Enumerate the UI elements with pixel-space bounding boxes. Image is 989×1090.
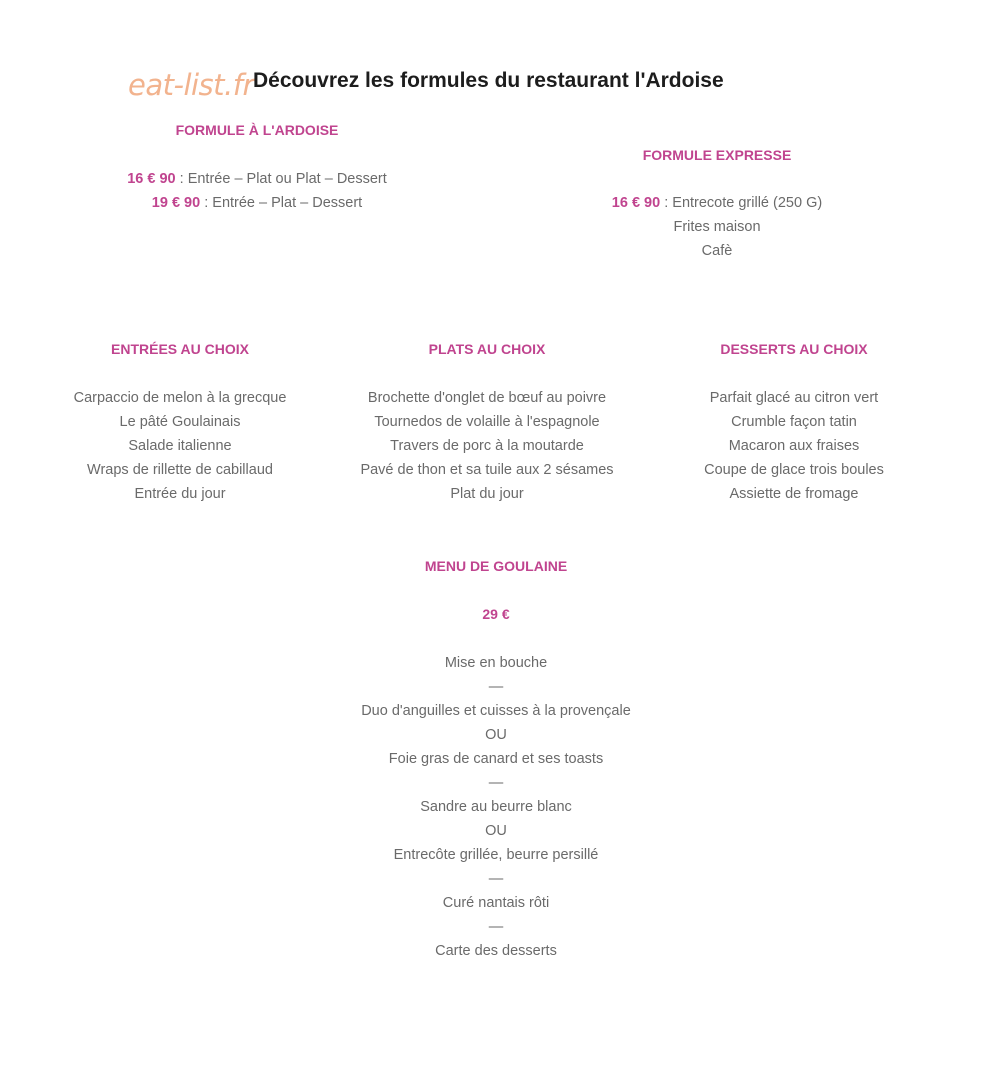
plats-heading: PLATS AU CHOIX [428, 341, 546, 357]
list-item: Entrée du jour [134, 486, 226, 502]
list-item: Pavé de thon et sa tuile aux 2 sésames [360, 462, 614, 478]
entrees-heading: ENTRÉES AU CHOIX [111, 341, 249, 357]
price: 16 € 90 [127, 171, 176, 187]
course-line: Carte des desserts [435, 943, 557, 959]
course-line: Sandre au beurre blanc [420, 799, 572, 815]
list-item: Assiette de fromage [729, 486, 859, 502]
formule-ardoise-line-1 [107, 167, 407, 191]
course-line: Foie gras de canard et ses toasts [388, 751, 604, 767]
list-item: Parfait glacé au citron vert [709, 390, 879, 406]
course-or: OU [485, 823, 507, 839]
page-title: Découvrez les formules du restaurant l'Ardoise [253, 69, 724, 92]
desserts-list [644, 386, 944, 506]
list-item: Le pâté Goulainais [119, 414, 241, 430]
course-separator: — [488, 919, 504, 935]
formule-description: : Entrée – Plat – Dessert [200, 195, 363, 211]
formule-ardoise-line-2 [107, 191, 407, 215]
menu-goulaine-courses [346, 651, 646, 963]
watermark-logo: eat-list.fr [128, 68, 254, 102]
list-item: Macaron aux fraises [728, 438, 860, 454]
menu-goulaine-heading: MENU DE GOULAINE [424, 558, 568, 574]
formule-expresse-extra: Cafè [701, 243, 733, 259]
list-item: Brochette d'onglet de bœuf au poivre [367, 390, 607, 406]
plats-list [337, 386, 637, 506]
course-separator: — [488, 871, 504, 887]
list-item: Carpaccio de melon à la grecque [73, 390, 287, 406]
entrees-list [30, 386, 330, 506]
formule-expresse-line [567, 191, 867, 215]
formule-expresse-heading: FORMULE EXPRESSE [642, 147, 792, 163]
desserts-heading: DESSERTS AU CHOIX [720, 341, 868, 357]
course-or: OU [485, 727, 507, 743]
list-item: Crumble façon tatin [731, 414, 857, 430]
plats-column [337, 341, 637, 506]
entrees-column [30, 341, 330, 506]
list-item: Tournedos de volaille à l'espagnole [374, 414, 600, 430]
formule-description: : Entrecote grillé (250 G) [660, 195, 823, 211]
list-item: Travers de porc à la moutarde [390, 438, 584, 454]
menu-goulaine-section [346, 558, 646, 963]
formule-expresse-extra: Frites maison [673, 219, 761, 235]
course-separator: — [488, 679, 504, 695]
price: 16 € 90 [611, 195, 661, 211]
course-line: Duo d'anguilles et cuisses à la provençale [361, 703, 631, 719]
list-item: Plat du jour [450, 486, 524, 502]
list-item: Coupe de glace trois boules [704, 462, 884, 478]
list-item: Salade italienne [128, 438, 232, 454]
list-item: Wraps de rillette de cabillaud [87, 462, 273, 478]
formule-ardoise-heading: FORMULE À L'ARDOISE [175, 122, 339, 138]
price: 19 € 90 [151, 195, 201, 211]
course-line: Curé nantais rôti [442, 895, 550, 911]
formule-description: : Entrée – Plat ou Plat – Dessert [175, 171, 387, 187]
menu-goulaine-price: 29 € [482, 606, 510, 622]
course-line: Entrecôte grillée, beurre persillé [393, 847, 599, 863]
desserts-column [644, 341, 944, 506]
course-separator: — [488, 775, 504, 791]
course-line: Mise en bouche [444, 655, 548, 671]
